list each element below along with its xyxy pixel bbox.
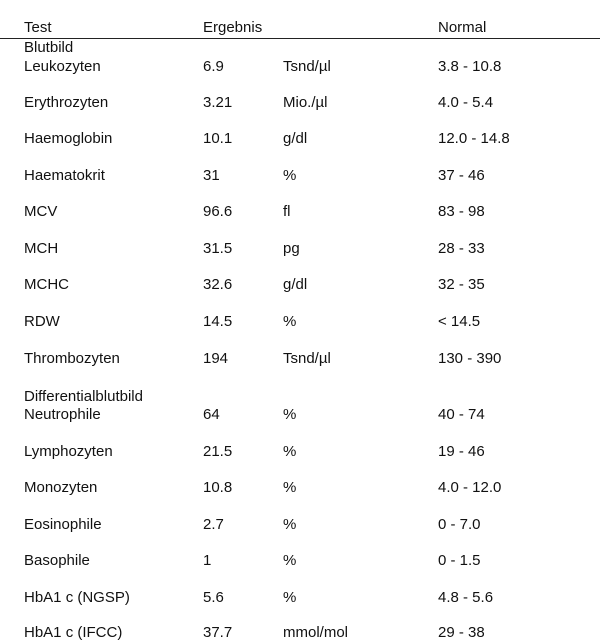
table-row bbox=[0, 624, 600, 642]
result-value: 32.6 bbox=[203, 276, 233, 293]
table-row bbox=[0, 130, 600, 148]
unit: g/dl bbox=[283, 276, 308, 293]
unit: % bbox=[283, 313, 297, 330]
table-row bbox=[0, 313, 600, 331]
unit: g/dl bbox=[283, 130, 308, 147]
test-name: Basophile bbox=[24, 552, 90, 569]
normal-range: 32 - 35 bbox=[438, 276, 485, 293]
result-value: 64 bbox=[203, 406, 220, 423]
result-value: 31.5 bbox=[203, 240, 233, 257]
test-name: MCV bbox=[24, 203, 58, 220]
unit: % bbox=[283, 406, 297, 423]
result-value: 6.9 bbox=[203, 58, 224, 75]
table-row bbox=[0, 240, 600, 258]
table-row bbox=[0, 589, 600, 607]
header-test: Test bbox=[24, 19, 52, 36]
unit: % bbox=[283, 552, 297, 569]
result-value: 2.7 bbox=[203, 516, 224, 533]
unit: % bbox=[283, 443, 297, 460]
test-name: Erythrozyten bbox=[24, 94, 109, 111]
test-name: Eosinophile bbox=[24, 516, 102, 533]
unit: Mio./µl bbox=[283, 94, 328, 111]
table-row bbox=[0, 552, 600, 570]
result-value: 37.7 bbox=[203, 624, 233, 641]
result-value: 10.8 bbox=[203, 479, 233, 496]
result-value: 1 bbox=[203, 552, 212, 569]
normal-range: 4.0 - 5.4 bbox=[438, 94, 494, 111]
normal-range: 40 - 74 bbox=[438, 406, 485, 423]
unit: mmol/mol bbox=[283, 624, 349, 641]
test-name: RDW bbox=[24, 313, 60, 330]
normal-range: 4.8 - 5.6 bbox=[438, 589, 494, 606]
result-value: 10.1 bbox=[203, 130, 233, 147]
result-value: 31 bbox=[203, 167, 220, 184]
table-row bbox=[0, 406, 600, 424]
unit: Tsnd/µl bbox=[283, 58, 331, 75]
section-title-blutbild: Blutbild bbox=[24, 39, 74, 56]
unit: % bbox=[283, 516, 297, 533]
result-value: 96.6 bbox=[203, 203, 233, 220]
unit: % bbox=[283, 479, 297, 496]
result-value: 3.21 bbox=[203, 94, 233, 111]
test-name: MCH bbox=[24, 240, 59, 257]
normal-range: 12.0 - 14.8 bbox=[438, 130, 510, 147]
result-value: 14.5 bbox=[203, 313, 233, 330]
table-row bbox=[0, 516, 600, 534]
table-row bbox=[0, 350, 600, 368]
normal-range: 19 - 46 bbox=[438, 443, 485, 460]
table-row bbox=[0, 58, 600, 76]
table-row bbox=[0, 276, 600, 294]
section-title-differentialblutbild: Differentialblutbild bbox=[24, 388, 143, 405]
normal-range: < 14.5 bbox=[438, 313, 481, 330]
table-row bbox=[0, 94, 600, 112]
test-name: Thrombozyten bbox=[24, 350, 120, 367]
header-normal: Normal bbox=[438, 19, 487, 36]
result-value: 21.5 bbox=[203, 443, 233, 460]
table-row bbox=[0, 167, 600, 185]
result-value: 194 bbox=[203, 350, 229, 367]
test-name: MCHC bbox=[24, 276, 69, 293]
normal-range: 0 - 1.5 bbox=[438, 552, 481, 569]
normal-range: 29 - 38 bbox=[438, 624, 485, 641]
header-result: Ergebnis bbox=[203, 19, 263, 36]
test-name: Leukozyten bbox=[24, 58, 101, 75]
normal-range: 0 - 7.0 bbox=[438, 516, 481, 533]
test-name: Lymphozyten bbox=[24, 443, 113, 460]
unit: % bbox=[283, 589, 297, 606]
normal-range: 130 - 390 bbox=[438, 350, 502, 367]
unit: pg bbox=[283, 240, 300, 257]
table-row bbox=[0, 443, 600, 461]
normal-range: 37 - 46 bbox=[438, 167, 485, 184]
test-name: Haematokrit bbox=[24, 167, 105, 184]
test-name: HbA1 c (NGSP) bbox=[24, 589, 130, 606]
normal-range: 28 - 33 bbox=[438, 240, 485, 257]
normal-range: 83 - 98 bbox=[438, 203, 485, 220]
unit: fl bbox=[283, 203, 291, 220]
result-value: 5.6 bbox=[203, 589, 224, 606]
unit: Tsnd/µl bbox=[283, 350, 331, 367]
test-name: HbA1 c (IFCC) bbox=[24, 624, 123, 641]
normal-range: 3.8 - 10.8 bbox=[438, 58, 502, 75]
normal-range: 4.0 - 12.0 bbox=[438, 479, 502, 496]
test-name: Neutrophile bbox=[24, 406, 101, 423]
test-name: Haemoglobin bbox=[24, 130, 113, 147]
table-row bbox=[0, 479, 600, 497]
table-row bbox=[0, 203, 600, 221]
test-name: Monozyten bbox=[24, 479, 98, 496]
table-header bbox=[0, 0, 600, 39]
unit: % bbox=[283, 167, 297, 184]
